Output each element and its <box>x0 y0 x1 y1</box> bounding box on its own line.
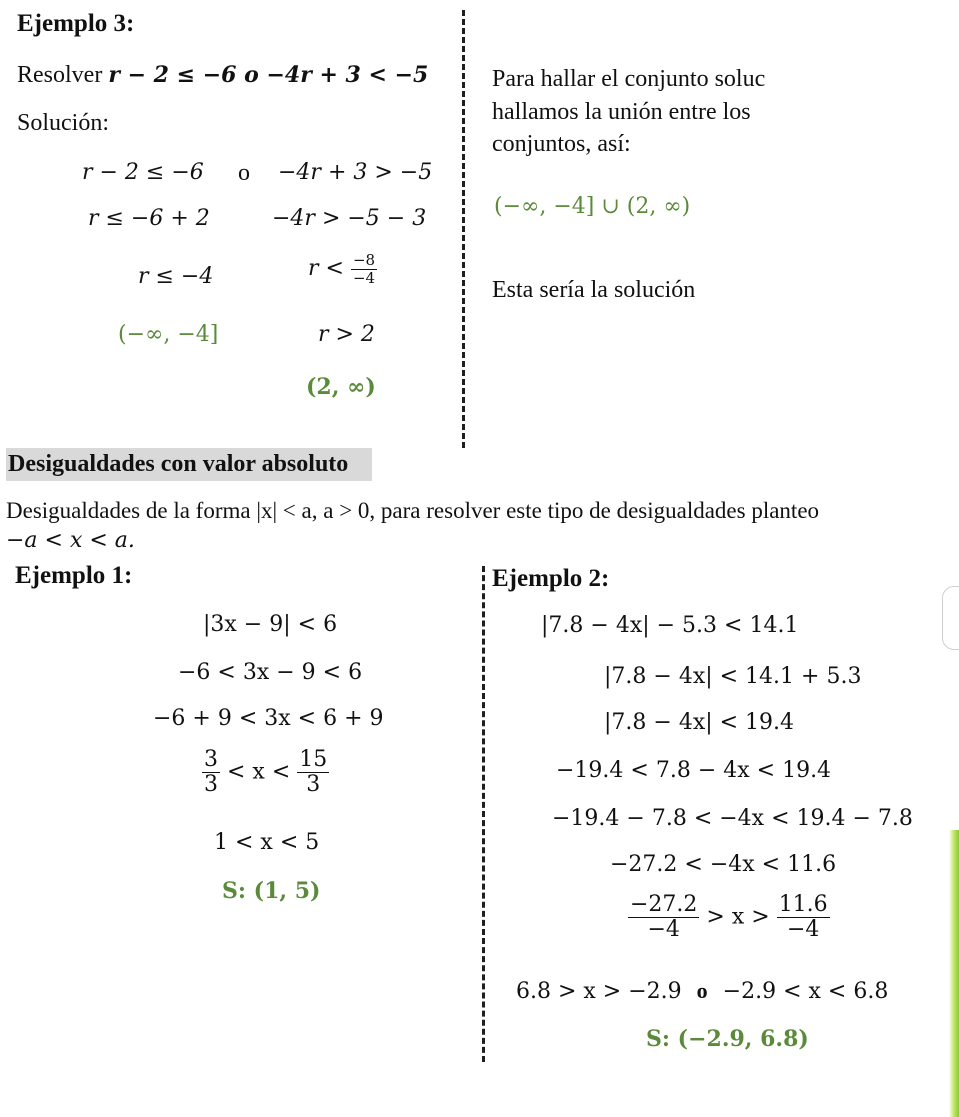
ex3-left-step-1: r − 2 ≤ −6 <box>82 160 204 185</box>
ex2-connector: o <box>696 978 708 1003</box>
ex3-left-step-3: r ≤ −4 <box>138 264 214 289</box>
ex3-fraction <box>351 252 377 286</box>
ex2-result <box>516 978 888 1004</box>
ex3-r-gt-2: r > 2 <box>318 322 375 347</box>
ex1-frac-right-den: 3 <box>306 772 321 798</box>
ex3-right-step-1: −4r + 3 > −5 <box>278 160 433 185</box>
ex1-frac-left-den: 3 <box>204 772 218 798</box>
ex2-fraction-step <box>628 893 830 942</box>
explanation-line-3: conjuntos, así: <box>492 131 631 157</box>
ex3-connector: o <box>238 160 250 186</box>
ex1-result: 1 < x < 5 <box>214 830 320 855</box>
section-intro-line-1: Desigualdades de la forma |x| < a, a > 0, para resolver este tipo de desigualdades planteo <box>6 498 820 523</box>
ex3-fraction-step <box>308 252 377 286</box>
ex3-frac-num: −8 <box>352 251 376 269</box>
explanation-line-1: Para hallar el conjunto soluc <box>492 66 766 92</box>
ex2-step-2: |7.8 − 4x| < 14.1 + 5.3 <box>604 664 862 689</box>
ex2-step-5: −19.4 − 7.8 < −4x < 19.4 − 7.8 <box>552 806 913 831</box>
ex2-step-1: |7.8 − 4x| − 5.3 < 14.1 <box>541 613 799 638</box>
ex3-left-step-2: r ≤ −6 + 2 <box>88 206 210 231</box>
ex2-frac-right-num: 11.6 <box>778 892 828 917</box>
ex2-step-3: |7.8 − 4x| < 19.4 <box>604 710 795 735</box>
example2-title: Ejemplo 2: <box>492 565 610 592</box>
ex1-step-3: −6 + 9 < 3x < 6 + 9 <box>153 706 384 731</box>
ex2-result-b: −2.9 < x < 6.8 <box>722 979 889 1004</box>
bottom-vertical-divider <box>482 566 485 1062</box>
top-vertical-divider <box>462 10 465 448</box>
section-heading: Desigualdades con valor absoluto <box>6 448 372 481</box>
ex2-step-6: −27.2 < −4x < 11.6 <box>610 852 837 877</box>
example3-statement <box>17 62 428 89</box>
side-panel-handle[interactable] <box>942 586 959 650</box>
decorative-green-bar <box>949 830 959 1117</box>
ex1-frac-right <box>297 748 329 797</box>
solucion-label: Solución: <box>17 110 110 136</box>
ex2-step-4: −19.4 < 7.8 − 4x < 19.4 <box>556 758 832 783</box>
example3-title: Ejemplo 3: <box>17 10 135 37</box>
ex1-step-1: |3x − 9| < 6 <box>203 612 338 637</box>
ex3-interval-b: (2, ∞) <box>306 374 376 400</box>
ex1-step-2: −6 < 3x − 9 < 6 <box>178 660 363 685</box>
ex1-solution: S: (1, 5) <box>222 878 321 904</box>
ex2-result-a: 6.8 > x > −2.9 <box>516 979 682 1004</box>
ex2-frac-left-den: −4 <box>647 917 680 943</box>
ex1-frac-right-num: 15 <box>299 747 328 772</box>
ex2-frac-right-den: −4 <box>786 917 820 943</box>
ex3-frac-prefix: r < <box>308 256 344 281</box>
ex2-frac-left <box>628 893 699 942</box>
ex2-frac-left-num: −27.2 <box>630 892 698 917</box>
ex2-frac-middle: > x > <box>706 904 770 930</box>
ex1-frac-middle: < x < <box>227 759 291 785</box>
ex2-solution: S: (−2.9, 6.8) <box>646 1026 809 1052</box>
ex3-right-step-2: −4r > −5 − 3 <box>272 206 427 231</box>
resolver-label: Resolver <box>17 62 109 88</box>
final-text: Esta sería la solución <box>492 277 696 303</box>
union-result: (−∞, −4] ∪ (2, ∞) <box>494 194 691 219</box>
ex2-frac-right <box>777 893 830 942</box>
example3-problem: r − 2 ≤ −6 o −4r + 3 < −5 <box>108 62 429 88</box>
section-intro-line-2: −a < x < a. <box>6 528 135 553</box>
explanation-line-2: hallamos la unión entre los <box>492 99 751 125</box>
ex1-fraction-step <box>202 748 329 797</box>
ex1-frac-left <box>202 748 220 797</box>
example1-title: Ejemplo 1: <box>15 562 133 589</box>
ex1-frac-left-num: 3 <box>204 747 218 772</box>
ex3-interval-a: (−∞, −4] <box>118 322 219 347</box>
ex3-frac-den: −4 <box>352 268 376 287</box>
